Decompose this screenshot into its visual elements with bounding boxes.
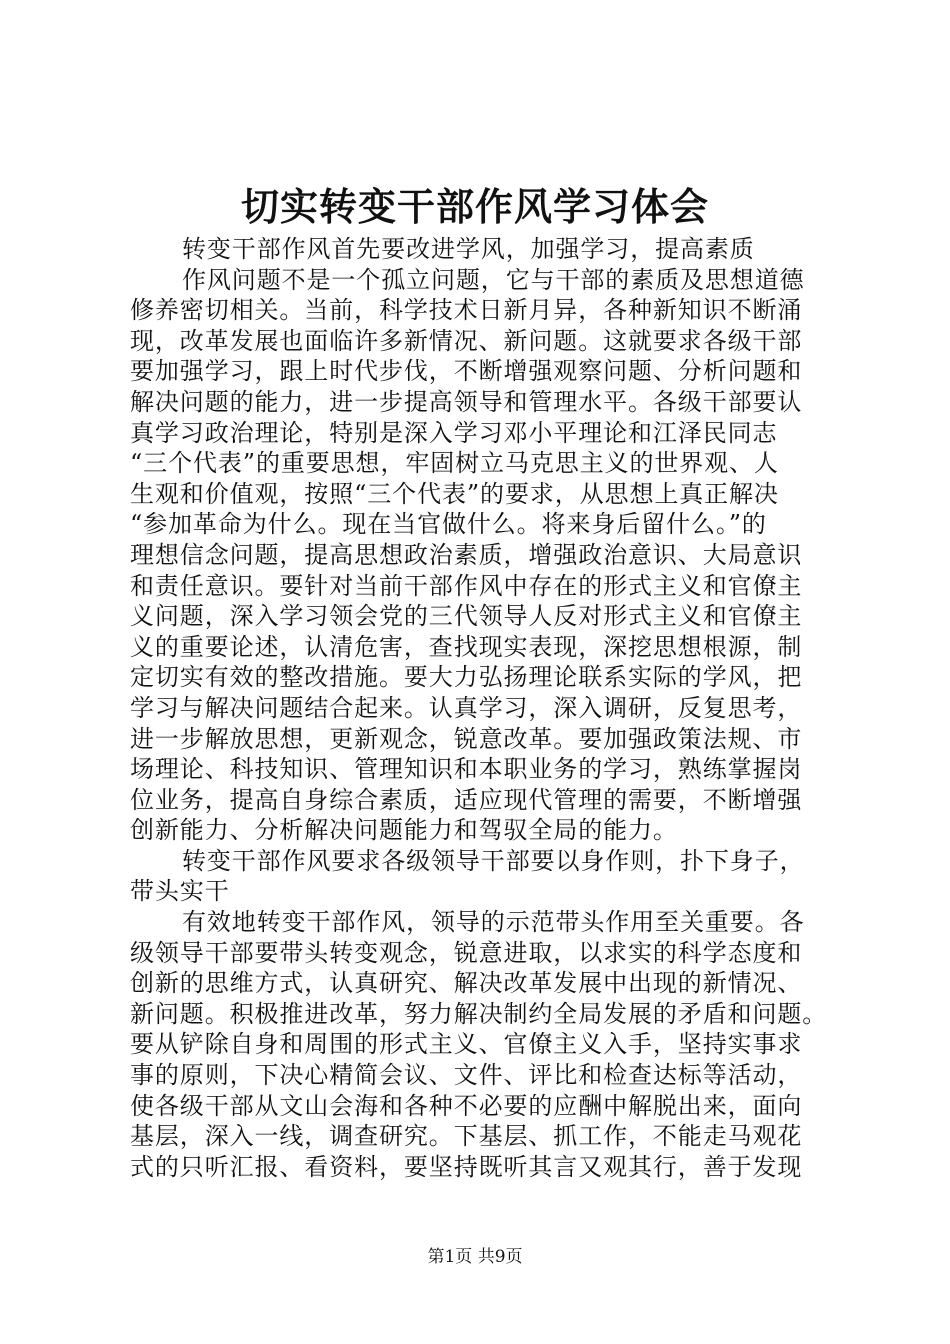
text-line: 作风问题不是一个孤立问题，它与干部的素质及思想道德 xyxy=(182,265,805,294)
text-line: 学习与解决问题结合起来。认真学习，深入调研，反复思考， xyxy=(130,693,803,722)
text-line: 创新能力、分析解决问题能力和驾驭全局的能力。 xyxy=(130,816,678,845)
document-title: 切实转变干部作风学习体会 xyxy=(240,184,709,229)
text-line: 场理论、科技知识、管理知识和本职业务的学习，熟练掌握岗 xyxy=(130,755,803,784)
text-line: 进一步解放思想，更新观念，锐意改革。要加强政策法规、市 xyxy=(130,724,803,753)
text-line: 有效地转变干部作风，领导的示范带头作用至关重要。各 xyxy=(182,908,805,937)
document-body xyxy=(130,234,832,1182)
text-line: 修养密切相关。当前，科学技术日新月异，各种新知识不断涌 xyxy=(130,296,803,325)
text-line: 生观和价值观，按照“三个代表”的要求，从思想上真正解决 xyxy=(130,479,779,508)
text-line: 要加强学习，跟上时代步伐，不断增强观察问题、分析问题和 xyxy=(130,357,803,386)
text-line: 带头实干 xyxy=(130,877,230,906)
paragraph-heading: 转变干部作风要求各级领导干部要以身作则，扑下身子， xyxy=(182,846,805,875)
text-line: 解决问题的能力，进一步提高领导和管理水平。各级干部要认 xyxy=(130,387,803,416)
text-line: 现，改革发展也面临许多新情况、新问题。这就要求各级干部 xyxy=(130,326,803,355)
text-line: 使各级干部从文山会海和各种不必要的应酬中解脱出来，面向 xyxy=(130,1091,803,1120)
text-line: 理想信念问题，提高思想政治素质，增强政治意识、大局意识 xyxy=(130,540,803,569)
text-line: 义的重要论述，认清危害，查找现实表现，深挖思想根源，制 xyxy=(130,632,803,661)
text-line: 定切实有效的整改措施。要大力弘扬理论联系实际的学风，把 xyxy=(130,663,803,692)
text-line: 义问题，深入学习领会党的三代领导人反对形式主义和官僚主 xyxy=(130,602,803,631)
text-line: 式的只听汇报、看资料，要坚持既听其言又观其行，善于发现 xyxy=(130,1152,803,1181)
text-line: 要从铲除自身和周围的形式主义、官僚主义入手，坚持实事求 xyxy=(130,1030,803,1059)
text-line: 事的原则，下决心精简会议、文件、评比和检查达标等活动， xyxy=(130,1061,803,1090)
text-line: 级领导干部要带头转变观念，锐意进取，以求实的科学态度和 xyxy=(130,938,803,967)
text-line: “参加革命为什么。现在当官做什么。将来身后留什么。”的 xyxy=(130,510,767,539)
paragraph-heading: 转变干部作风首先要改进学风，加强学习，提高素质 xyxy=(182,235,755,263)
text-line: 和责任意识。要针对当前干部作风中存在的形式主义和官僚主 xyxy=(130,571,803,600)
text-line: 位业务，提高自身综合素质，适应现代管理的需要，不断增强 xyxy=(130,785,803,814)
text-line: 基层，深入一线，调查研究。下基层、抓工作，不能走马观花 xyxy=(130,1122,803,1151)
page-number-footer: 第1页 共9页 xyxy=(427,1247,523,1267)
text-line: 创新的思维方式，认真研究、解决改革发展中出现的新情况、 xyxy=(130,969,803,998)
text-line: “三个代表”的重要思想，牢固树立马克思主义的世界观、人 xyxy=(130,449,779,478)
text-line: 真学习政治理论，特别是深入学习邓小平理论和江泽民同志 xyxy=(130,418,778,447)
text-line: 新问题。积极推进改革，努力解决制约全局发展的矛盾和问题。 xyxy=(130,999,828,1028)
